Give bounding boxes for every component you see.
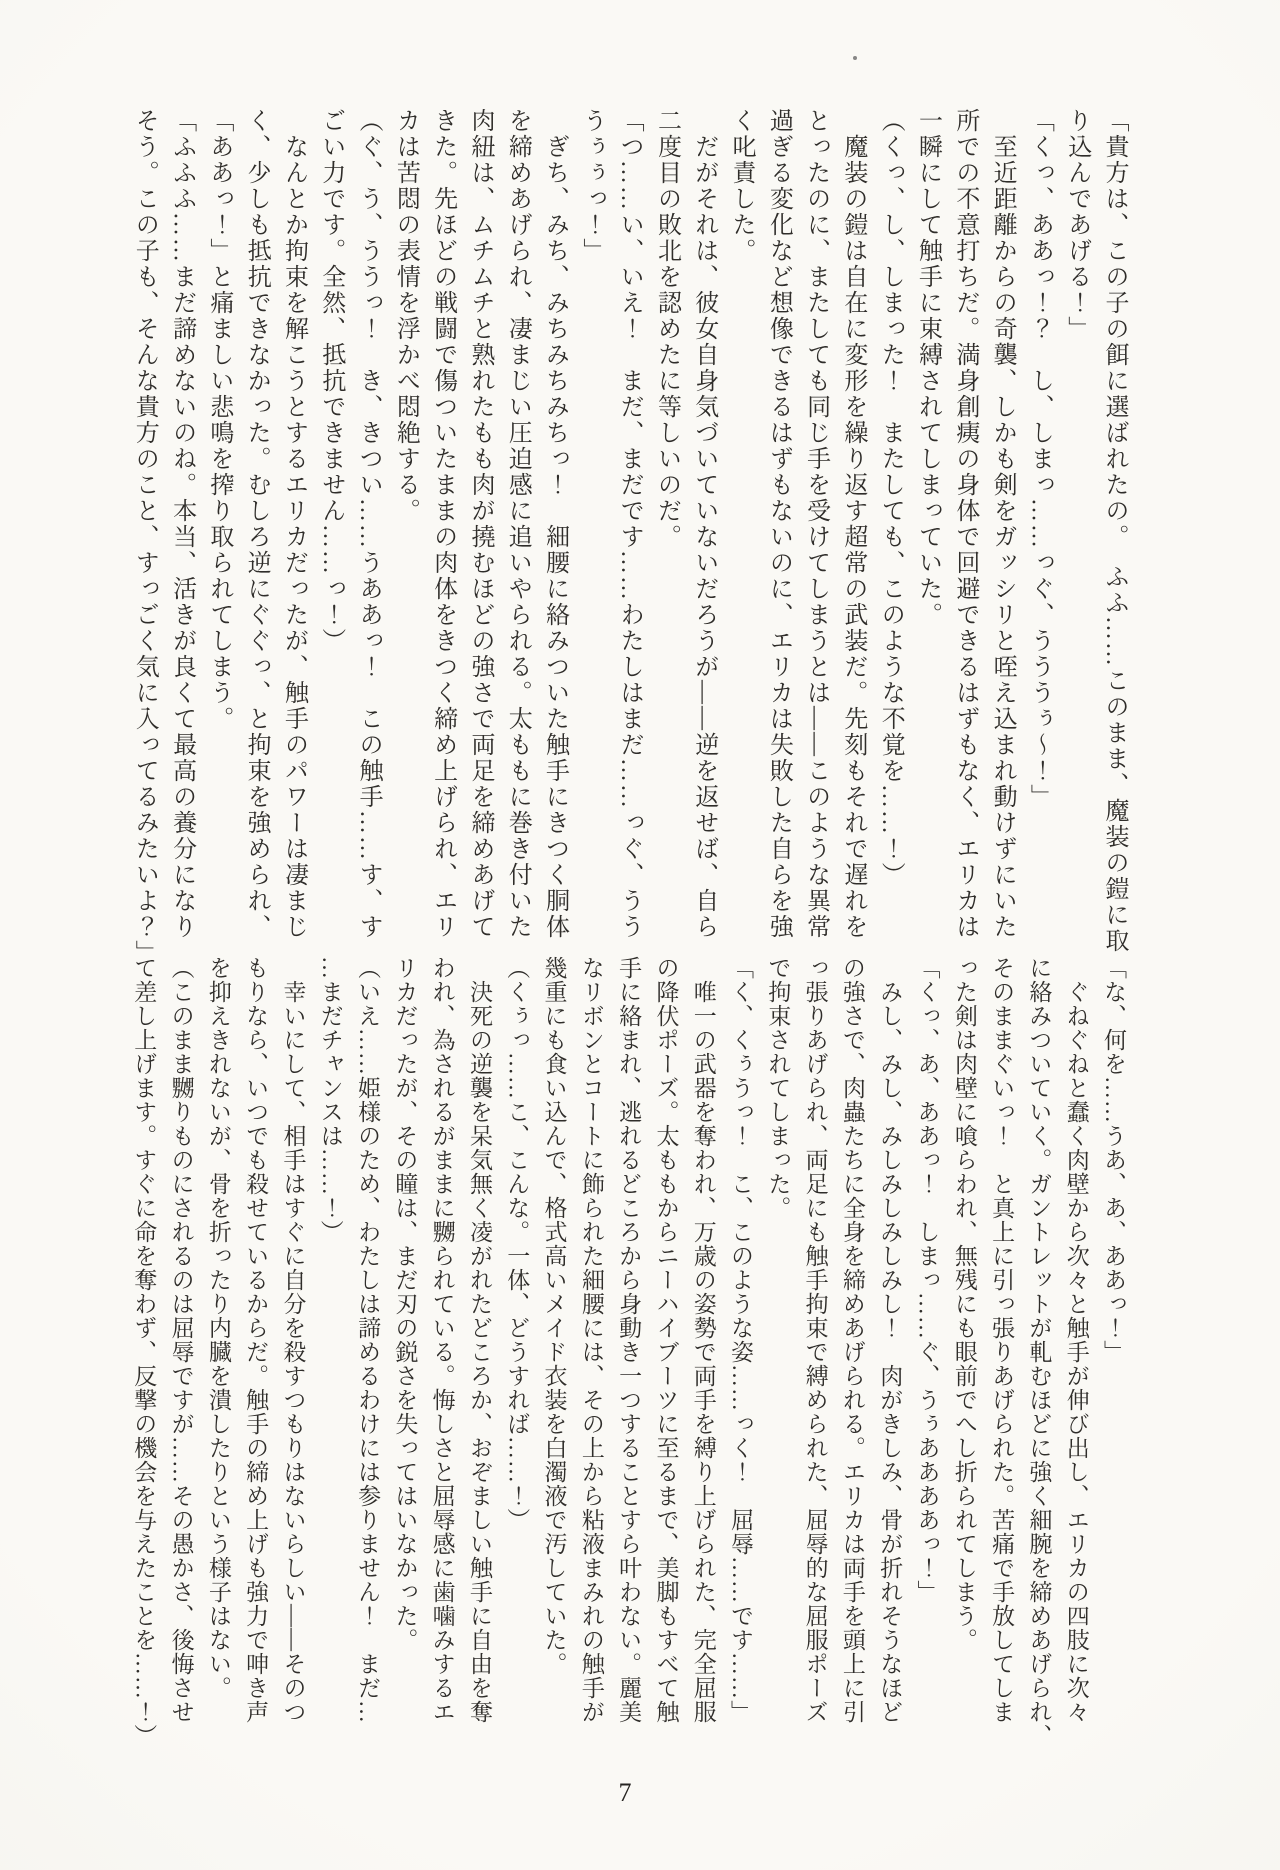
- text-line: 二度目の敗北を認めたに等しいのだ。: [653, 108, 680, 550]
- text-line: 決死の逆襲を呆気無く凌がれたどころか、おぞましい触手に自由を奪: [466, 956, 492, 1724]
- text-line: 「くっ、あ、ああっ！ しまっ……ぐ、うぅああああっ！」: [914, 956, 940, 1604]
- text-line: の強さで、肉蟲たちに全身を締めあげられる。エリカは両手を頭上に引: [839, 956, 865, 1724]
- text-line: （くぅっ……こ、こんな。一体、どうすれば……！）: [504, 956, 530, 1532]
- text-line: 「な、何を……うあ、あ、ああっ！」: [1101, 956, 1126, 1364]
- text-line: （このまま嬲りものにされるのは屈辱ですが……その愚かさ、後悔させ: [168, 956, 194, 1724]
- text-line: …まだチャンスは……！）: [317, 956, 343, 1244]
- text-line: なんとか拘束を解こうとするエリカだったが、触手のパワーは凄まじ: [280, 108, 307, 940]
- text-line: そのままぐいっ！ と真上に引っ張りあげられた。苦痛で手放してしま: [989, 956, 1015, 1724]
- text-line: っ張りあげられ、両足にも触手拘束で縛められた、屈辱的な屈服ポーズ: [802, 956, 828, 1724]
- text-line: の降伏ポーズ。太ももからニーハイブーツに至るまで、美脚もすべて触: [653, 956, 679, 1724]
- text-line: 「ふふふ……まだ諦めないのね。本当、活きが良くて最高の養分になり: [168, 108, 195, 940]
- text-line: った剣は肉壁に喰らわれ、無残にも眼前でへし折られてしまう。: [951, 956, 977, 1652]
- text-line: 「つ……い、いえ！ まだ、まだです……わたしはまだ……っぐ、うう: [616, 108, 643, 940]
- text-line: 「貴方は、この子の餌に選ばれたの。 ふふ……このまま、魔装の鎧に取: [1101, 108, 1127, 954]
- text-line: 魔装の鎧は自在に変形を繰り返す超常の武装だ。先刻もそれで遅れを: [839, 108, 866, 940]
- text-line: に絡みついていく。ガントレットが軋むほどに強く細腕を締めあげられ、: [1026, 956, 1052, 1748]
- text-line: 過ぎる変化など想像できるはずもないのに、エリカは失敗した自らを強: [765, 108, 792, 940]
- text-line: だがそれは、彼女自身気づいていないだろうが――逆を返せば、自ら: [690, 108, 717, 940]
- text-line: 「くっ、ああっ！？ し、しまっ……っぐ、うううぅ～！」: [1026, 108, 1053, 810]
- text-line: 至近距離からの奇襲、しかも剣をガッシリと咥え込まれ動けずにいた: [989, 108, 1016, 940]
- page-number: 7: [618, 1778, 632, 1807]
- text-line: とったのに、またしても同じ手を受けてしまうとは――このような異常: [802, 108, 829, 940]
- scan-speck: [853, 56, 857, 60]
- text-line: （ぐ、う、ううっ！ き、きつい……うああっ！ この触手……す、す: [355, 108, 382, 940]
- text-line: リカだったが、その瞳は、まだ刃の鋭さを失ってはいなかった。: [392, 956, 418, 1652]
- text-line: そう。この子も、そんな貴方のこと、すっごく気に入ってるみたいよ？」: [131, 108, 158, 966]
- text-block-bottom: [125, 956, 1132, 1748]
- text-line: ぎち、みち、みちみちみちっ！ 細腰に絡みついた触手にきつく胴体: [541, 108, 568, 940]
- text-line: みし、みし、みしみしみしみし！ 肉がきしみ、骨が折れそうなほど: [877, 956, 903, 1724]
- text-line: 一瞬にして触手に束縛されてしまっていた。: [914, 108, 941, 628]
- text-line: 幾重にも食い込んで、格式高いメイド衣装を白濁液で汚していた。: [541, 956, 567, 1676]
- text-line: もりなら、いつでも殺せているからだ。触手の締め上げも強力で呻き声: [243, 956, 269, 1724]
- text-line: ごい力です。全然、抵抗できません……っ！）: [317, 108, 344, 654]
- text-line: で拘束されてしまった。: [765, 956, 791, 1220]
- text-line: なリボンとコートに飾られた細腰には、その上から粘液まみれの触手が: [578, 956, 604, 1724]
- text-line: 手に絡まれ、逃れるどころから身動き一つすることすら叶わない。麗美: [616, 956, 642, 1724]
- text-line: を締めあげられ、凄まじい圧迫感に追いやられる。太ももに巻き付いた: [504, 108, 531, 940]
- text-line: 「く、くぅうっ！ こ、このような姿……っく！ 屈辱……です……」: [728, 956, 754, 1724]
- text-line: （いえ……姫様のため、わたしは諦めるわけには参りません！ まだ…: [355, 956, 381, 1724]
- text-line: 幸いにして、相手はすぐに自分を殺すつもりはないらしい――そのつ: [280, 956, 306, 1724]
- text-line: きた。先ほどの戦闘で傷ついたままの肉体をきつく締め上げられ、エリ: [429, 108, 456, 940]
- text-line: （くっ、し、しまった！ またしても、このような不覚を……！）: [877, 108, 904, 888]
- text-line: を抑えきれないが、骨を折ったり内臓を潰したりという様子はない。: [205, 956, 231, 1700]
- text-line: て差し上げます。すぐに命を奪わず、反撃の機会を与えたことを……！）: [131, 956, 157, 1748]
- text-line: り込んであげる！」: [1063, 108, 1090, 342]
- text-line: われ、為されるがままに嬲られている。悔しさと屈辱感に歯噛みするエ: [429, 956, 455, 1724]
- text-line: 「ああっ！」と痛ましい悲鳴を搾り取られてしまう。: [205, 108, 232, 732]
- text-line: カは苦悶の表情を浮かべ悶絶する。: [392, 108, 419, 524]
- text-line: うぅぅっ！」: [578, 108, 605, 264]
- text-line: 肉紐は、ムチムチと熟れたもも肉が撓むほどの強さで両足を締めあげて: [466, 108, 493, 940]
- text-line: 所での不意打ちだ。満身創痍の身体で回避できるはずもなく、エリカは: [951, 108, 978, 940]
- text-line: ぐねぐねと蠢く肉壁から次々と触手が伸び出し、エリカの四肢に次々: [1063, 956, 1089, 1724]
- text-block-top: [125, 108, 1132, 966]
- text-line: く、少しも抵抗できなかった。むしろ逆にぐぐっ、と拘束を強められ、: [243, 108, 270, 940]
- text-line: く叱責した。: [728, 108, 755, 264]
- text-line: 唯一の武器を奪われ、万歳の姿勢で両手を縛り上げられた、完全屈服: [690, 956, 716, 1724]
